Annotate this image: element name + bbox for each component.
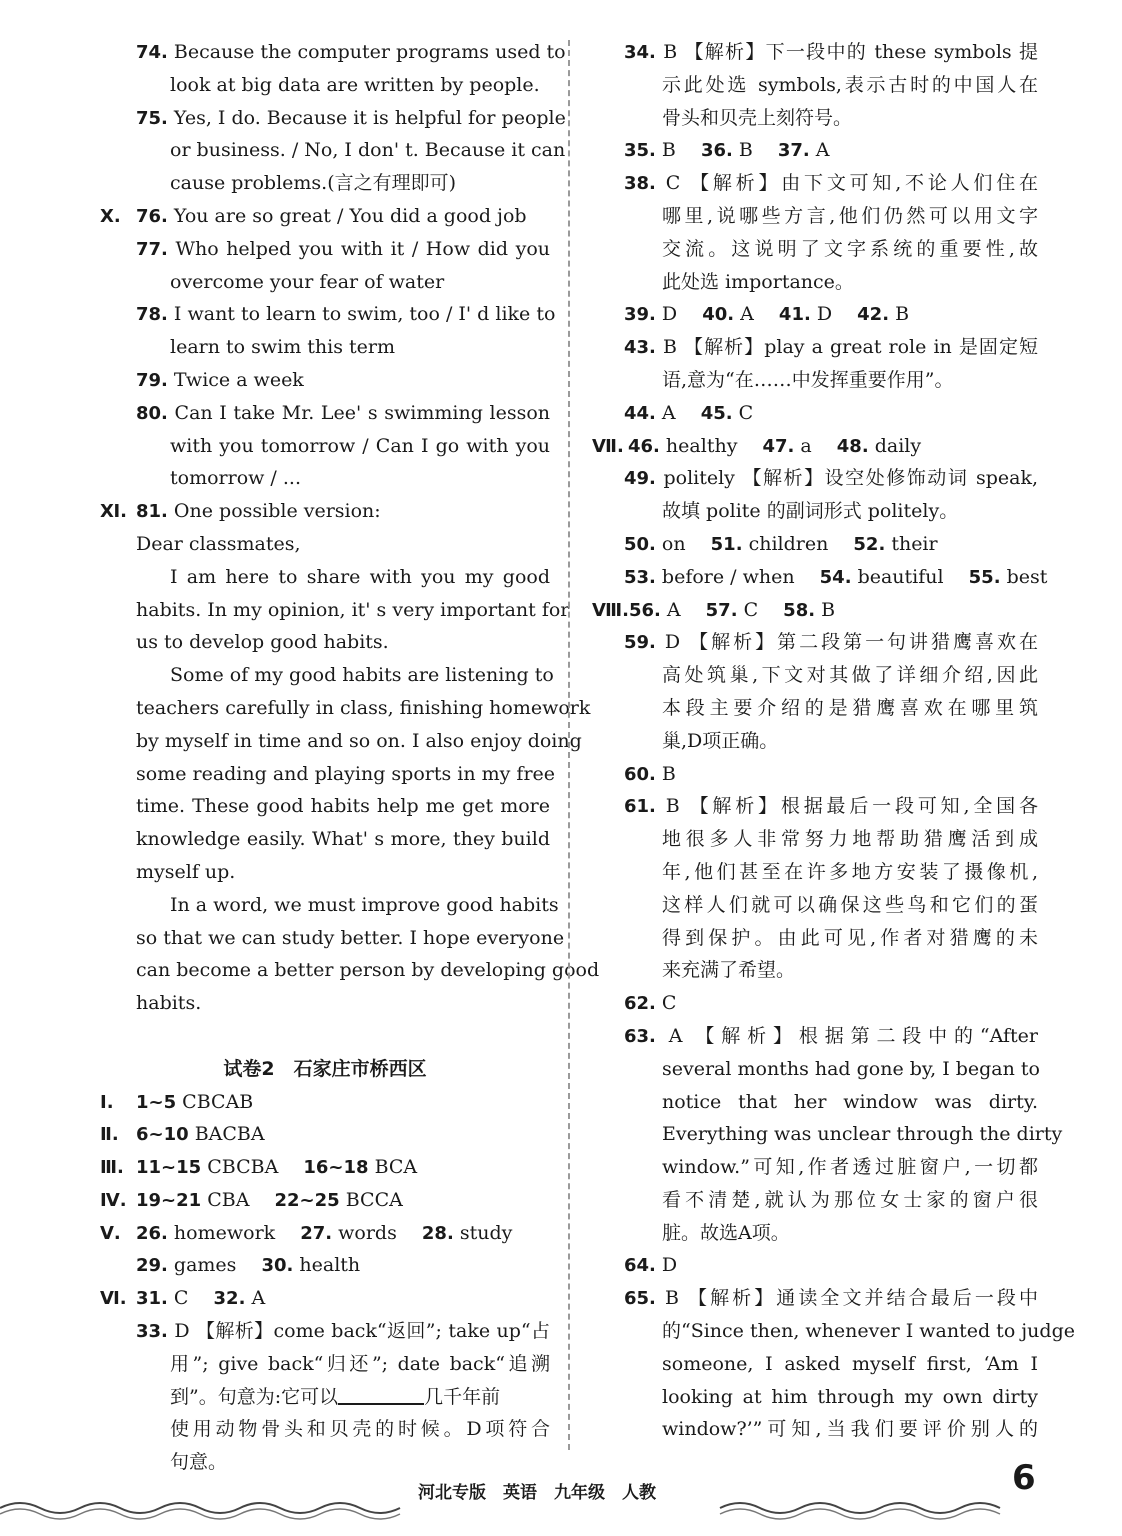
answer-text: look at big data are written by people. [170, 73, 540, 96]
question-number: 65. [624, 1288, 656, 1310]
answer-line [100, 725, 582, 758]
question-number: 62. [624, 993, 656, 1015]
answer-line [100, 856, 550, 889]
answer-line [592, 1118, 1063, 1151]
question-number: 50. [624, 533, 656, 555]
question-number: 63. [624, 1025, 656, 1047]
answer-text: teachers carefully in class, finishing homework [136, 696, 591, 719]
question-number: 16~18 [303, 1157, 369, 1179]
question-number: 33. [136, 1321, 168, 1343]
question-number: 57. [705, 599, 738, 621]
answer-line [592, 430, 1038, 463]
answer-text: B 【解析】play a great role in 是固定短 [655, 336, 1038, 359]
question-number: 58. [783, 599, 816, 621]
answer-text: CBCAB [176, 1090, 254, 1113]
question-number: 44. [624, 402, 656, 424]
answer-line [592, 528, 1038, 561]
answer-line [592, 1282, 1038, 1315]
answer-text: 脏。故选A项。 [662, 1221, 790, 1244]
left-column [100, 36, 600, 1479]
question-number: 40. [702, 304, 735, 326]
answer-text: looking at him through my own dirty [662, 1385, 1038, 1408]
answer-text: A [245, 1287, 266, 1310]
question-number: 51. [710, 533, 743, 555]
question-number: 78. [136, 304, 168, 326]
question-number: 45. [700, 402, 733, 424]
answer-line [100, 1020, 550, 1053]
section-roman-numeral: Ⅷ. [592, 599, 629, 621]
answer-text: D [655, 303, 703, 326]
answer-line [100, 102, 566, 135]
answer-line [100, 36, 566, 69]
question-number: 34. [624, 42, 656, 63]
answer-text: B 【解析】根据最后一段可知,全国各 [655, 795, 1038, 818]
answer-text: time. These good habits help me get more [136, 795, 550, 818]
answer-text: overcome your fear of water [170, 270, 445, 293]
question-number: 64. [624, 1255, 656, 1277]
answer-line [100, 1217, 550, 1250]
answer-line [592, 36, 1038, 69]
answer-text: C [655, 992, 677, 1015]
question-number: 54. [819, 566, 852, 588]
answer-text: C [732, 401, 754, 424]
section-roman-numeral: Ⅰ. [100, 1091, 114, 1113]
answer-line [100, 922, 565, 955]
answer-line [592, 200, 1038, 233]
answer-text: 高处筑巢,下文对其做了详细介绍,因此 [662, 664, 1038, 687]
section-title [100, 1053, 550, 1086]
answer-text: D 【解析】第二段第一句讲猎鹰喜欢在 [655, 631, 1038, 654]
answer-line [100, 692, 591, 725]
question-number: 29. [136, 1255, 168, 1277]
answer-text: One possible version: [167, 500, 381, 523]
answer-text: Everything was unclear through the dirty [662, 1123, 1063, 1146]
answer-text: or business. / No, I don' t. Because it can [170, 139, 566, 162]
answer-line [592, 987, 1038, 1020]
answer-text: 用”; give back“归还”; date back“追溯 [170, 1352, 550, 1375]
answer-text: homework [167, 1221, 301, 1244]
answer-text: 示此处选 symbols,表示古时的中国人在 [662, 73, 1038, 96]
answer-text: 几千年前 [424, 1385, 501, 1408]
answer-text: politely 【解析】设空处修饰动词 speak, [655, 467, 1038, 490]
section-title-text: 试卷2 石家庄市桥西区 [223, 1057, 427, 1080]
answer-line [100, 495, 550, 528]
answer-line [100, 626, 550, 659]
answer-line [592, 823, 1038, 856]
answer-line [592, 1348, 1038, 1381]
answer-text: can become a better person by developing good [136, 959, 600, 982]
answer-text: B [815, 598, 836, 621]
answer-line [592, 790, 1038, 823]
question-number: 41. [778, 304, 811, 326]
answer-text: CBCBA [201, 1156, 304, 1179]
question-number: 60. [624, 763, 656, 785]
answer-text: 交流。这说明了文字系统的重要性,故 [662, 237, 1038, 260]
question-number: 80. [136, 402, 168, 424]
answer-text: 看不清楚,就认为那位女士家的窗户很 [662, 1188, 1038, 1211]
answer-line [592, 1315, 1075, 1348]
answer-line [592, 659, 1038, 692]
question-number: 76. [136, 205, 168, 227]
answer-text: A [734, 303, 779, 326]
answer-line [592, 594, 1038, 627]
answer-text: window.”可知,作者透过脏窗户,一切都 [662, 1156, 1038, 1179]
answer-line [100, 1413, 550, 1446]
question-number: 56. [628, 599, 661, 621]
answer-line [100, 298, 556, 331]
answer-text: words [332, 1221, 422, 1244]
answer-text: 故填 polite 的副词形式 politely。 [662, 500, 959, 523]
answer-line [592, 922, 1038, 955]
section-roman-numeral: Ⅲ. [100, 1157, 124, 1179]
answer-line [100, 1118, 550, 1151]
answer-text: You are so great / You did a good job [167, 204, 527, 227]
answer-line [592, 1151, 1038, 1184]
answer-line [100, 1282, 550, 1315]
question-number: 43. [624, 337, 656, 359]
answer-line [592, 1217, 1038, 1250]
answer-line [592, 758, 1038, 791]
answer-line [592, 69, 1038, 102]
answer-text: A [660, 598, 706, 621]
answer-text: with you tomorrow / Can I go with you [170, 434, 550, 457]
answer-text: notice that her window was dirty. [662, 1090, 1038, 1113]
question-number: 38. [624, 173, 656, 195]
answer-text: 骨头和贝壳上刻符号。 [662, 106, 853, 129]
answer-text: B [732, 139, 778, 162]
answer-line [100, 1086, 550, 1119]
answer-text: BCA [368, 1156, 418, 1179]
answer-text: children [742, 532, 854, 555]
answer-line [100, 1249, 550, 1282]
answer-text: habits. In my opinion, it' s very important for [136, 598, 570, 621]
answer-line [100, 364, 550, 397]
answer-line [592, 1381, 1038, 1414]
answer-line [100, 69, 550, 102]
question-number: 30. [261, 1255, 294, 1277]
question-number: 81. [136, 501, 168, 523]
answer-line [100, 758, 556, 791]
answer-text: B [655, 139, 701, 162]
answer-text: best [1000, 565, 1048, 588]
answer-text: CBA [201, 1188, 275, 1211]
question-number: 75. [136, 107, 168, 129]
answer-line [100, 528, 550, 561]
right-column [592, 36, 1075, 1446]
question-number: 42. [857, 304, 890, 326]
answer-text: beautiful [851, 565, 969, 588]
answer-line [100, 430, 550, 463]
answer-line [100, 233, 550, 266]
answer-line [592, 561, 1048, 594]
section-roman-numeral: Ⅳ. [100, 1189, 127, 1211]
answer-line [592, 856, 1038, 889]
answer-text: D [810, 303, 858, 326]
answer-line [592, 1184, 1038, 1217]
answer-text: BACBA [188, 1123, 265, 1146]
answer-line [592, 495, 1038, 528]
answer-text: 到”。句意为:它可以 [170, 1385, 339, 1408]
page-number: 6 [1012, 1458, 1036, 1498]
question-number: 39. [624, 304, 656, 326]
question-number: 27. [300, 1222, 333, 1244]
section-roman-numeral: Ⅴ. [100, 1222, 121, 1244]
answer-text: C 【解析】由下文可知,不论人们住在 [655, 172, 1038, 195]
question-number: 49. [624, 468, 656, 490]
answer-line [100, 659, 554, 692]
answer-text: someone, I asked myself first, ‘Am I [662, 1352, 1038, 1375]
answer-text: cause problems.(言之有理即可) [170, 172, 457, 195]
column-divider [568, 40, 570, 1450]
answer-text: 本段主要介绍的是猎鹰喜欢在哪里筑 [662, 696, 1038, 719]
answer-line [100, 1184, 550, 1217]
answer-text: daily [868, 434, 922, 457]
answer-line [100, 1151, 550, 1184]
answer-text: 年,他们甚至在许多地方安装了摄像机, [662, 860, 1038, 883]
question-number: 31. [136, 1288, 168, 1310]
answer-text: B [889, 303, 910, 326]
answer-line [592, 1053, 1038, 1086]
answer-text: 此处选 importance。 [662, 270, 854, 293]
question-number: 22~25 [274, 1189, 340, 1211]
answer-line [100, 167, 550, 200]
answer-line [592, 233, 1038, 266]
question-number: 19~21 [136, 1189, 202, 1211]
answer-line [100, 1381, 550, 1414]
answer-line [592, 692, 1038, 725]
footer-label: 河北专版 英语 九年级 人教 [418, 1483, 656, 1503]
answer-text: BCCA [339, 1188, 403, 1211]
answer-text: B [655, 762, 676, 785]
answer-text: 这样人们就可以确保这些鸟和它们的蛋 [662, 893, 1038, 916]
question-number: 79. [136, 369, 168, 391]
answer-text: A [655, 401, 701, 424]
answer-line [100, 200, 550, 233]
answer-text: I want to learn to swim, too / I' d like to [167, 303, 556, 326]
answer-text: before / when [655, 565, 820, 588]
answer-text: A [809, 139, 830, 162]
answer-text: B 【解析】下一段中的 these symbols 提 [655, 41, 1038, 63]
answer-text: Some of my good habits are listening to [170, 664, 554, 687]
answer-text: health [293, 1254, 361, 1277]
section-roman-numeral: Ⅵ. [100, 1288, 127, 1310]
answer-text: C [737, 598, 784, 621]
question-number: 53. [624, 566, 656, 588]
answer-text: by myself in time and so on. I also enjoy doing [136, 729, 582, 752]
question-number: 48. [836, 435, 869, 457]
answer-text: 得到保护。由此可见,作者对猎鹰的未 [662, 926, 1038, 949]
answer-text: 语,意为“在……中发挥重要作用”。 [662, 368, 954, 391]
answer-line [100, 1348, 550, 1381]
fill-in-blank [338, 1381, 424, 1405]
answer-text: a [794, 434, 837, 457]
answer-line [592, 397, 1038, 430]
answer-text: In a word, we must improve good habits [170, 893, 559, 916]
answer-line [100, 462, 550, 495]
section-roman-numeral: Ⅹ. [100, 205, 121, 227]
answer-text: window?’”可知,当我们要评价别人的 [662, 1418, 1038, 1441]
answer-text: 使用动物骨头和贝壳的时候。D项符合 [170, 1418, 550, 1441]
answer-text: D 【解析】come back“返回”; take up“占 [167, 1320, 550, 1343]
question-number: 32. [213, 1288, 246, 1310]
answer-text: Who helped you with it / How did you [167, 237, 550, 260]
answer-text: C [167, 1287, 214, 1310]
question-number: 1~5 [136, 1091, 177, 1113]
answer-line [592, 1413, 1038, 1446]
answer-text: habits. [136, 992, 202, 1015]
answer-text: several months had gone by, I began to [662, 1057, 1040, 1080]
answer-text: games [167, 1254, 262, 1277]
answer-text: their [885, 532, 938, 555]
answer-text: healthy [659, 434, 763, 457]
question-number: 47. [762, 435, 795, 457]
answer-line [592, 266, 1038, 299]
answer-line [100, 561, 550, 594]
answer-line [100, 987, 550, 1020]
answer-text: 句意。 [170, 1451, 228, 1474]
question-number: 26. [136, 1222, 168, 1244]
answer-text: 来充满了希望。 [662, 959, 796, 982]
answer-text: D [655, 1254, 678, 1277]
answer-line [592, 134, 1038, 167]
answer-text: A 【解析】根据第二段中的“After [655, 1024, 1038, 1047]
answer-text: B 【解析】通读全文并结合最后一段中 [655, 1287, 1038, 1310]
section-roman-numeral: Ⅺ. [100, 501, 127, 523]
answer-line [592, 1086, 1038, 1119]
answer-line [100, 790, 550, 823]
answer-line [592, 102, 1038, 135]
question-number: 46. [628, 435, 660, 457]
answer-line [592, 889, 1038, 922]
answer-line [100, 397, 550, 430]
section-roman-numeral: Ⅱ. [100, 1124, 119, 1146]
answer-text: on [655, 532, 711, 555]
answer-line [592, 167, 1038, 200]
answer-line [100, 134, 566, 167]
question-number: 77. [136, 238, 168, 260]
answer-line [592, 626, 1038, 659]
question-number: 55. [968, 566, 1001, 588]
answer-line [592, 1020, 1038, 1053]
answer-line [592, 298, 1038, 331]
answer-text: Dear classmates, [136, 532, 301, 555]
answer-line [592, 462, 1038, 495]
answer-line [592, 725, 1038, 758]
question-number: 36. [700, 140, 733, 162]
answer-text: 巢,D项正确。 [662, 729, 779, 752]
answer-text: study [453, 1221, 513, 1244]
answer-text: us to develop good habits. [136, 631, 389, 654]
question-number: 61. [624, 796, 656, 818]
answer-line [100, 823, 550, 856]
question-number: 35. [624, 140, 656, 162]
question-number: 74. [136, 42, 168, 63]
answer-line [100, 331, 550, 364]
section-roman-numeral: Ⅶ. [592, 435, 624, 457]
answer-text: 地很多人非常努力地帮助猎鹰活到成 [662, 828, 1038, 851]
question-number: 59. [624, 632, 656, 654]
answer-text: Can I take Mr. Lee' s swimming lesson [167, 401, 550, 424]
answer-text: 哪里,说哪些方言,他们仍然可以用文字 [662, 204, 1038, 227]
answer-line [592, 1249, 1038, 1282]
question-number: 28. [421, 1222, 454, 1244]
answer-line [592, 331, 1038, 364]
question-number: 11~15 [136, 1157, 202, 1179]
answer-text: knowledge easily. What' s more, they build [136, 828, 550, 851]
question-number: 37. [777, 140, 810, 162]
answer-line [592, 954, 1038, 987]
answer-text: Because the computer programs used to [167, 41, 566, 63]
answer-text: learn to swim this term [170, 336, 395, 359]
answer-line [100, 266, 550, 299]
answer-line [100, 1315, 550, 1348]
answer-text: I am here to share with you my good [170, 565, 550, 588]
answer-line [100, 889, 559, 922]
answer-text: some reading and playing sports in my free [136, 762, 556, 785]
answer-text: 的“Since then, whenever I wanted to judge [662, 1320, 1075, 1343]
answer-line [100, 954, 600, 987]
answer-text: tomorrow / ... [170, 467, 301, 490]
answer-line [100, 594, 570, 627]
answer-text: Twice a week [167, 368, 304, 391]
answer-text: Yes, I do. Because it is helpful for people [167, 106, 566, 129]
answer-text: so that we can study better. I hope everyone [136, 926, 565, 949]
answer-line [592, 364, 1038, 397]
question-number: 6~10 [136, 1124, 189, 1146]
answer-text: myself up. [136, 860, 236, 883]
question-number: 52. [853, 533, 886, 555]
